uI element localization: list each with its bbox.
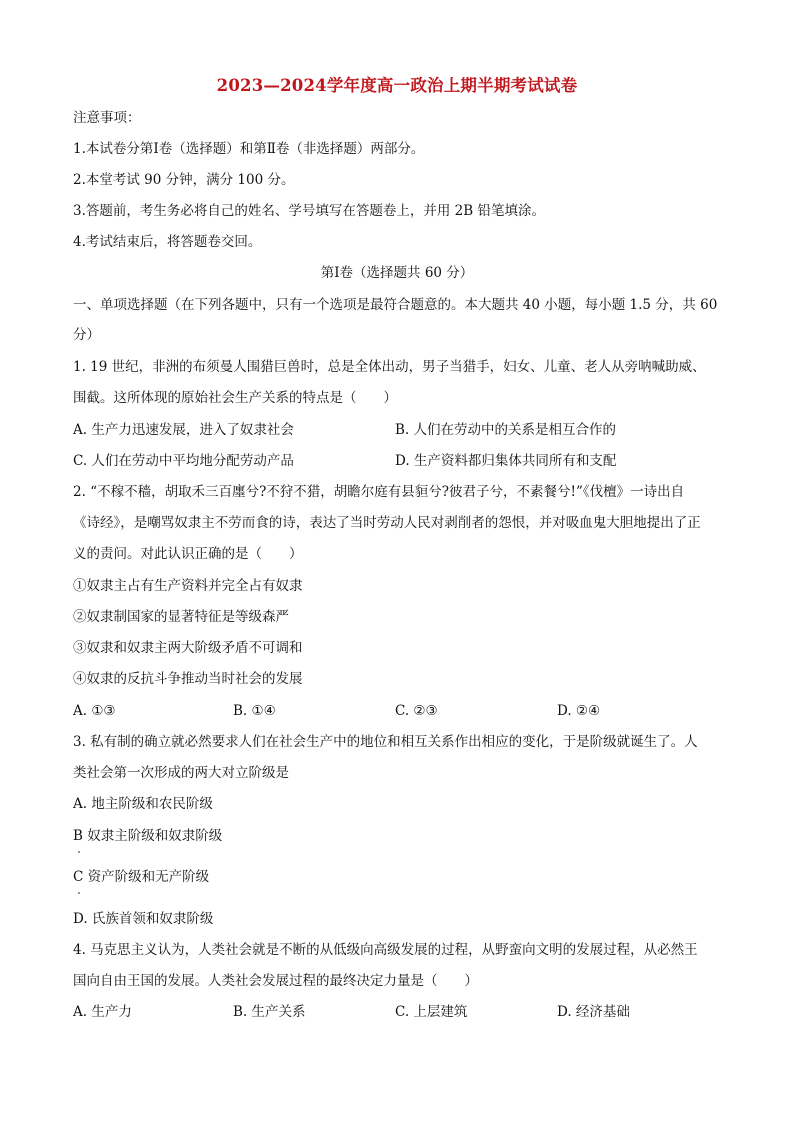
question-3-option-d[interactable]: D. 氏族首领和奴隶阶级	[73, 911, 214, 927]
notice-item: 2.本堂考试 90 分钟，满分 100 分。	[73, 172, 295, 188]
question-3-option-a[interactable]: A. 地主阶级和农民阶级	[73, 796, 213, 812]
question-4-option-a[interactable]: A. 生产力	[73, 1004, 132, 1020]
exam-title: 2023—2024学年度高一政治上期半期考试试卷	[216, 76, 578, 95]
question-4-stem: 4. 马克思主义认为，人类社会就是不断的从低级向高级发展的过程，从野蛮向文明的发展过程，从必然王	[73, 942, 698, 958]
question-3-stem-cont: 类社会第一次形成的两大对立阶级是	[73, 765, 289, 781]
question-2-stem: 2. “不稼不穑，胡取禾三百廛兮?不狩不猎，胡瞻尔庭有县貆兮?彼君子兮，不素餐兮!”《伐檀》一诗出自	[73, 484, 685, 500]
notice-item: 4.考试结束后，将答题卷交回。	[73, 234, 262, 250]
notice-item: 1.本试卷分第Ⅰ卷（选择题）和第Ⅱ卷（非选择题）两部分。	[73, 141, 425, 157]
scan-mark	[78, 892, 80, 894]
section-instruction: 一、单项选择题（在下列各题中，只有一个选项是最符合题意的。本大题共 40 小题，每小题 1.5 分，共 60	[73, 297, 718, 313]
question-4-option-c[interactable]: C. 上层建筑	[395, 1004, 468, 1020]
question-4-stem-cont: 国向自由王国的发展。人类社会发展过程的最终决定力量是（ ）	[73, 973, 478, 989]
question-4-option-b[interactable]: B. 生产关系	[233, 1004, 306, 1020]
question-3-stem: 3. 私有制的确立就必然要求人们在社会生产中的地位和相互关系作出相应的变化，于是阶级就诞生了。人	[73, 734, 698, 750]
scan-mark	[78, 851, 80, 853]
question-2-option-a[interactable]: A. ①③	[73, 703, 116, 719]
section-instruction-cont: 分）	[73, 327, 100, 343]
notice-heading: 注意事项：	[73, 110, 141, 126]
question-1-stem-cont: 围截。这所体现的原始社会生产关系的特点是（ ）	[73, 390, 397, 406]
question-3-option-c[interactable]: C 资产阶级和无产阶级	[73, 869, 210, 885]
question-2-statement-2: ②奴隶制国家的显著特征是等级森严	[73, 609, 289, 625]
question-1-option-a[interactable]: A. 生产力迅速发展，进入了奴隶社会	[73, 422, 294, 438]
question-2-stem-cont: 义的责问。对此认识正确的是（ ）	[73, 546, 303, 562]
question-2-option-d[interactable]: D. ②④	[557, 703, 601, 719]
section-heading: 第Ⅰ卷（选择题共 60 分）	[320, 265, 474, 281]
question-2-option-b[interactable]: B. ①④	[233, 703, 276, 719]
question-2-option-c[interactable]: C. ②③	[395, 703, 438, 719]
notice-item: 3.答题前，考生务必将自己的姓名、学号填写在答题卷上，并用 2B 铅笔填涂。	[73, 203, 545, 219]
question-1-stem: 1. 19 世纪，非洲的布须曼人围猎巨兽时，总是全体出动，男子当猎手，妇女、儿童、老人从旁呐喊助威、	[73, 359, 706, 375]
question-4-option-d[interactable]: D. 经济基础	[557, 1004, 630, 1020]
question-1-option-d[interactable]: D. 生产资料都归集体共同所有和支配	[395, 453, 617, 469]
question-2-statement-1: ①奴隶主占有生产资料并完全占有奴隶	[73, 578, 303, 594]
question-1-option-c[interactable]: C. 人们在劳动中平均地分配劳动产品	[73, 453, 294, 469]
question-2-stem-cont: 《诗经》，是嘲骂奴隶主不劳而食的诗，表达了当时劳动人民对剥削者的怨恨，并对吸血鬼大胆地提出了正	[73, 515, 701, 531]
question-2-statement-4: ④奴隶的反抗斗争推动当时社会的发展	[73, 671, 303, 687]
question-3-option-b[interactable]: B 奴隶主阶级和奴隶阶级	[73, 828, 223, 844]
question-1-option-b[interactable]: B. 人们在劳动中的关系是相互合作的	[395, 422, 617, 438]
question-2-statement-3: ③奴隶和奴隶主两大阶级矛盾不可调和	[73, 640, 303, 656]
